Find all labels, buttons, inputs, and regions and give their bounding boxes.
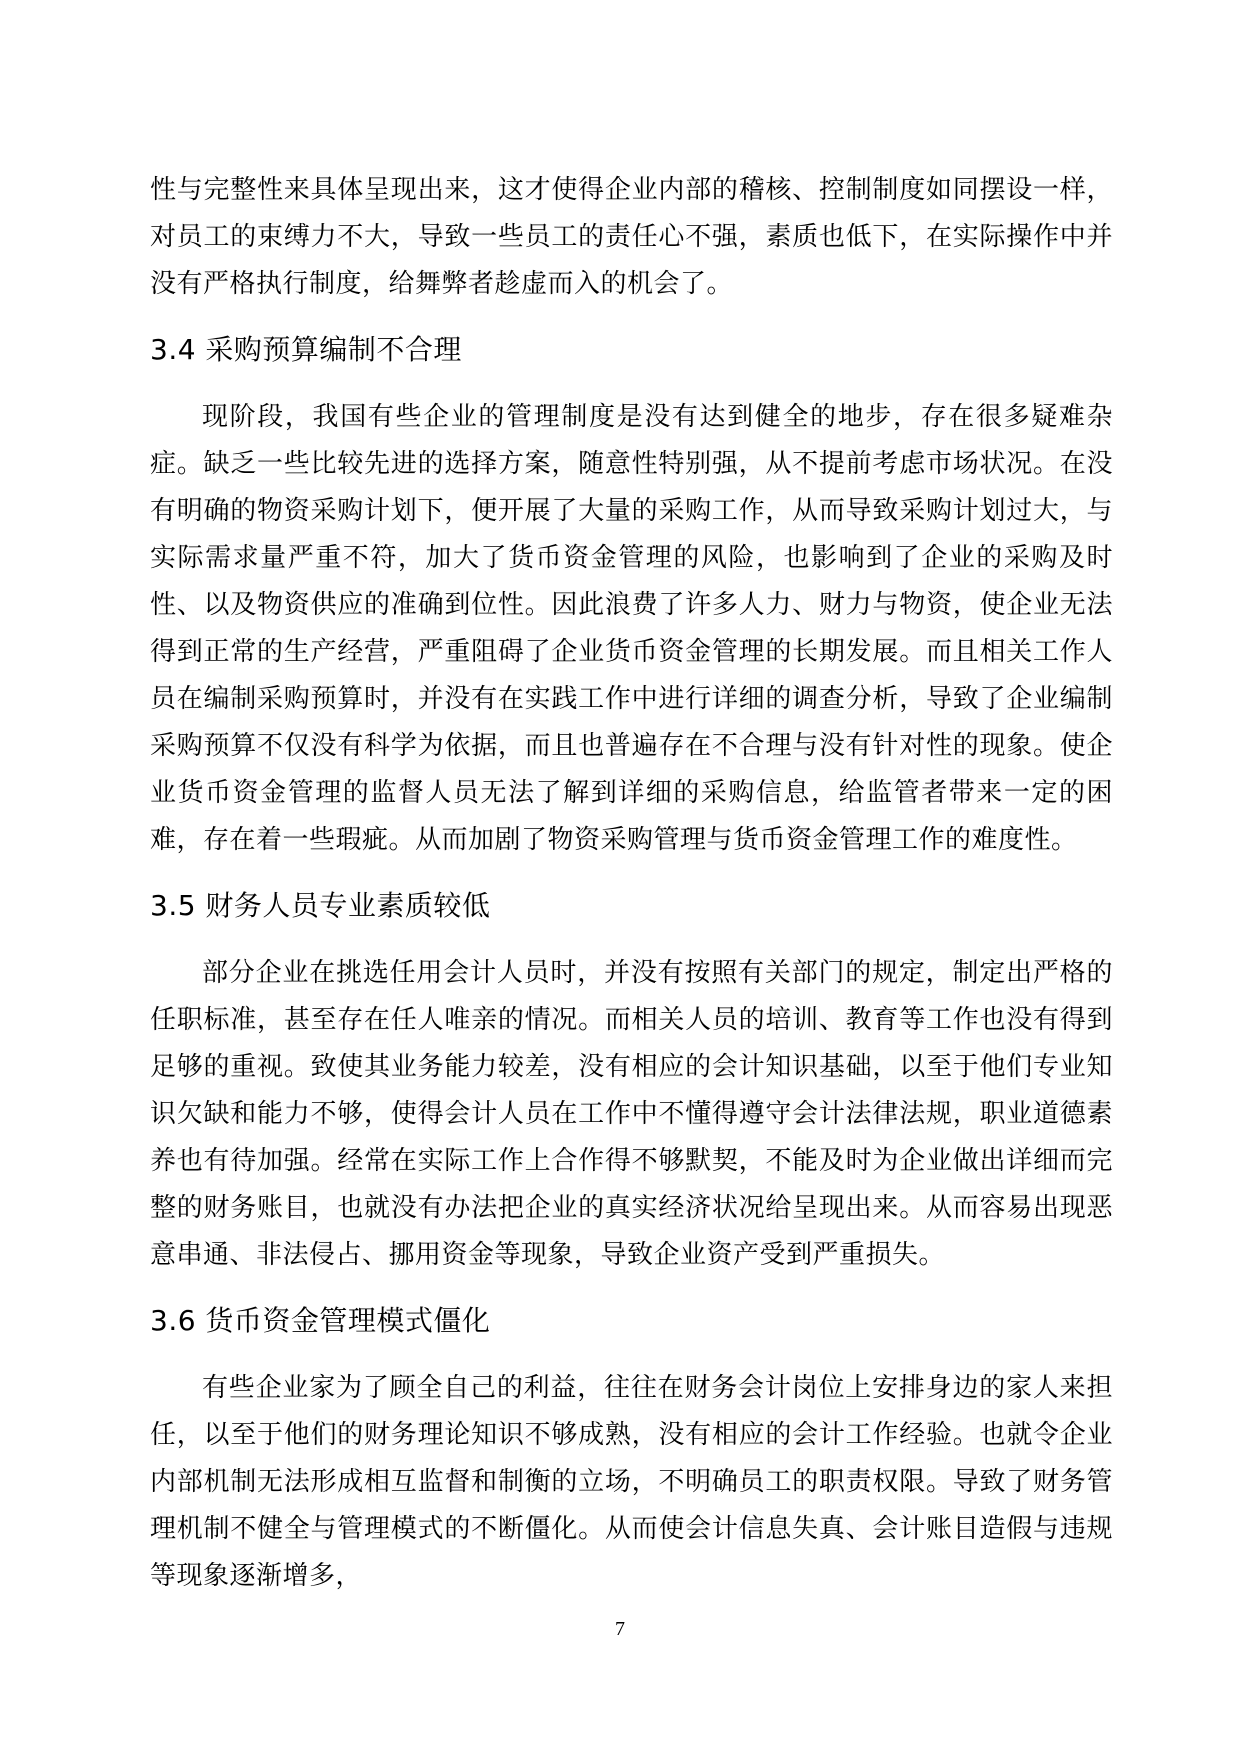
section-heading-3-6: 3.6 货币资金管理模式僵化	[150, 1304, 491, 1337]
page-number: 7	[615, 1618, 625, 1640]
section-heading-3-5: 3.5 财务人员专业素质较低	[150, 889, 491, 922]
page-body	[150, 167, 1113, 1600]
section-heading-3-4: 3.4 采购预算编制不合理	[150, 333, 462, 366]
section-paragraph-3-5: 部分企业在挑选任用会计人员时，并没有按照有关部门的规定，制定出严格的任职标准，甚至存在任人唯亲的情况。而相关人员的培训、教育等工作也没有得到足够的重视。致使其业务能力较差，没有相应的会计知识基础，以至于他们专业知识欠缺和能力不够，使得会计人员在工作中不懂得遵守会计法律法规，职业道德素养也有待加强。经常在实际工作上合作得不够默契，不能及时为企业做出详细而完整的财务账目，也就没有办法把企业的真实经济状况给呈现出来。从而容易出现恶意串通、非法侵占、挪用资金等现象，导致企业资产受到严重损失。	[150, 958, 1113, 1270]
section-paragraph-3-6: 有些企业家为了顾全自己的利益，往往在财务会计岗位上安排身边的家人来担任，以至于他们的财务理论知识不够成熟，没有相应的会计工作经验。也就令企业内部机制无法形成相互监督和制衡的立场，不明确员工的职责权限。导致了财务管理机制不健全与管理模式的不断僵化。从而使会计信息失真、会计账目造假与违规等现象逐渐增多，	[150, 1373, 1113, 1591]
section-paragraph-3-4: 现阶段，我国有些企业的管理制度是没有达到健全的地步，存在很多疑难杂症。缺乏一些比较先进的选择方案，随意性特别强，从不提前考虑市场状况。在没有明确的物资采购计划下，便开展了大量的采购工作，从而导致采购计划过大，与实际需求量严重不符，加大了货币资金管理的风险，也影响到了企业的采购及时性、以及物资供应的准确到位性。因此浪费了许多人力、财力与物资，使企业无法得到正常的生产经营，严重阻碍了企业货币资金管理的长期发展。而且相关工作人员在编制采购预算时，并没有在实践工作中进行详细的调查分析，导致了企业编制采购预算不仅没有科学为依据，而且也普遍存在不合理与没有针对性的现象。使企业货币资金管理的监督人员无法了解到详细的采购信息，给监管者带来一定的困难，存在着一些瑕疵。从而加剧了物资采购管理与货币资金管理工作的难度性。	[150, 402, 1113, 855]
opening-paragraph: 性与完整性来具体呈现出来，这才使得企业内部的稽核、控制制度如同摆设一样，对员工的束缚力不大，导致一些员工的责任心不强，素质也低下，在实际操作中并没有严格执行制度，给舞弊者趁虚而入的机会了。	[150, 175, 1113, 299]
